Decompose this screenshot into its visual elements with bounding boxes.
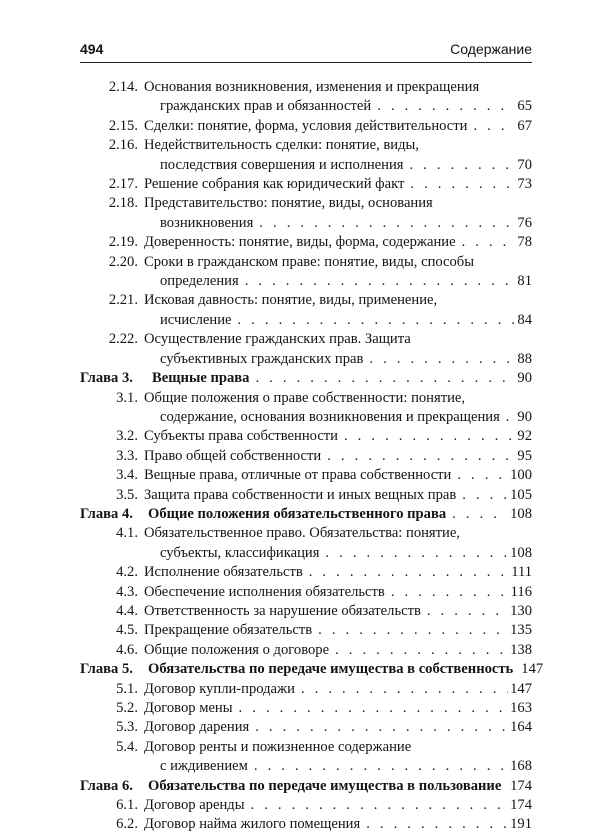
toc-chapter[interactable]	[80, 505, 532, 524]
toc-entry[interactable]	[80, 680, 532, 699]
toc-page-number: 88	[517, 350, 532, 367]
dot-leader	[462, 486, 508, 505]
toc-entry-title: Обязательственное право. Обязательства: понятие,	[144, 525, 460, 542]
dot-leader	[427, 602, 508, 621]
dot-leader	[251, 796, 509, 815]
toc-entry-number: 2.22.	[108, 331, 138, 348]
toc-entry-number: 3.2.	[116, 428, 138, 445]
toc-entry[interactable]	[80, 117, 532, 136]
toc-entry-number: 3.5.	[116, 486, 138, 503]
toc-entry[interactable]	[80, 486, 532, 505]
toc-entry-title: Договор ренты и пожизненное содержание	[144, 738, 412, 755]
toc-entry-title: Сроки в гражданском праве: понятие, виды, способы	[144, 253, 475, 270]
toc-entry-title: субъекты, классификация	[160, 544, 320, 561]
toc-entry-number: 2.19.	[108, 234, 138, 251]
toc-page-number: 100	[510, 467, 532, 484]
toc-entry-number: 2.14.	[108, 79, 138, 95]
toc-entry-title: возникновения	[160, 214, 254, 231]
toc-entry-title: Решение собрания как юридический факт	[144, 176, 405, 193]
dot-leader	[325, 544, 508, 563]
toc-entry[interactable]	[80, 738, 532, 777]
toc-entry-number: 2.16.	[108, 137, 138, 154]
toc-chapter[interactable]	[80, 777, 532, 796]
toc-entry[interactable]	[80, 253, 532, 292]
toc-entry-title: Договор купли-продажи	[144, 680, 295, 697]
dot-leader	[255, 718, 508, 737]
toc-page-number: 81	[517, 273, 532, 290]
toc-entry-number: 4.5.	[116, 622, 138, 639]
toc-entry-number: Глава 5.	[80, 661, 133, 678]
toc-entry-title: субъективных гражданских прав	[160, 350, 364, 367]
toc-entry-number: Глава 3.	[80, 370, 133, 387]
toc-entry-title: Сделки: понятие, форма, условия действительности	[144, 117, 468, 134]
toc-entry-number: 6.1.	[116, 797, 138, 814]
dot-leader	[335, 641, 508, 660]
toc-entry-title: с иждивением	[160, 758, 248, 775]
toc-entry-title: Исковая давность: понятие, виды, применение,	[144, 292, 438, 309]
toc-entry-number: 4.3.	[116, 583, 138, 600]
dot-leader	[255, 369, 515, 388]
toc-entry-title: Доверенность: понятие, виды, форма, содержание	[144, 234, 456, 251]
dot-leader	[327, 447, 515, 466]
toc-entry[interactable]	[80, 427, 532, 446]
dot-leader	[410, 175, 515, 194]
toc-entry-title: Договор дарения	[144, 719, 250, 736]
toc-entry-number: 5.2.	[116, 700, 138, 716]
page-number: 494	[80, 41, 104, 57]
toc-page-number: 174	[510, 797, 532, 814]
toc-entry[interactable]	[80, 466, 532, 485]
toc-page-number: 67	[517, 117, 532, 134]
toc-page-number: 105	[510, 486, 532, 503]
toc-entry[interactable]	[80, 330, 532, 369]
toc-entry-title: содержание, основания возникновения и прекращения	[160, 408, 500, 425]
toc-entry-number: Глава 6.	[80, 777, 133, 794]
toc-entry-title: Обязательства по передаче имущества в пользование	[148, 777, 502, 794]
toc-entry[interactable]	[80, 524, 532, 563]
toc-entry-title: гражданских прав и обязанностей	[160, 98, 372, 115]
toc-page-number: 70	[517, 156, 532, 173]
toc-entry-title: Вещные права	[152, 370, 250, 387]
toc-entry[interactable]	[80, 602, 532, 621]
toc-page-number: 90	[517, 370, 532, 387]
toc-entry-number: 3.4.	[116, 467, 138, 484]
dot-leader	[369, 350, 515, 369]
toc-page-number: 95	[517, 447, 532, 464]
toc-entry-number: 3.3.	[116, 447, 138, 464]
toc-entry-number: 4.6.	[116, 641, 138, 658]
toc-entry[interactable]	[80, 718, 532, 737]
toc-entry[interactable]	[80, 563, 532, 582]
toc-page-number: 76	[517, 214, 532, 231]
toc-page-number: 147	[521, 661, 544, 678]
toc-page-number: 147	[510, 680, 532, 697]
toc-page-number: 130	[510, 602, 532, 619]
page-header	[80, 38, 532, 63]
toc-page-number: 92	[517, 428, 532, 445]
toc-page-number: 65	[517, 98, 532, 115]
dot-leader	[462, 233, 516, 252]
toc-entry-number: 5.3.	[116, 719, 138, 736]
toc-chapter[interactable]	[80, 369, 532, 388]
toc-entry-title: Ответственность за нарушение обязательств	[144, 602, 421, 619]
toc-entry[interactable]	[80, 136, 532, 175]
dot-leader	[344, 427, 515, 446]
toc-entry-title: Представительство: понятие, виды, основания	[144, 195, 433, 212]
toc-entry-title: Основания возникновения, изменения и прекращения	[144, 79, 480, 95]
toc-entry[interactable]	[80, 291, 532, 330]
toc-entry-number: 2.20.	[108, 253, 138, 270]
toc-entry-title: Договор мены	[144, 700, 233, 716]
dot-leader	[452, 505, 508, 524]
dot-leader	[259, 214, 515, 233]
toc-entry-title: Осуществление гражданских прав. Защита	[144, 331, 411, 348]
toc-entry-title: Общие положения обязательственного права	[148, 505, 447, 522]
toc-entry-title: Договор найма жилого помещения	[144, 816, 361, 833]
toc-entry[interactable]	[80, 447, 532, 466]
toc-page-number: 138	[510, 641, 532, 658]
toc-entry-number: 4.4.	[116, 602, 138, 619]
toc-entry[interactable]	[80, 194, 532, 233]
dot-leader	[245, 272, 516, 291]
toc-entry-number: 2.17.	[108, 176, 138, 193]
toc-entry-title: Общие положения о праве собственности: понятие,	[144, 389, 466, 406]
dot-leader	[254, 757, 508, 776]
toc-entry-title: Обязательства по передаче имущества в собственность	[148, 661, 514, 678]
toc-page-number: 108	[510, 544, 532, 561]
toc-entry-number: 4.1.	[116, 525, 138, 542]
toc-chapter[interactable]	[80, 660, 544, 679]
dot-leader	[309, 563, 509, 582]
dot-leader	[377, 97, 515, 116]
toc-entry-title: Прекращение обязательств	[144, 622, 313, 639]
dot-leader	[507, 777, 508, 796]
toc-entry-number: 2.18.	[108, 195, 138, 212]
toc-entry[interactable]	[80, 796, 532, 815]
toc-page-number: 84	[517, 311, 532, 328]
dot-leader	[457, 466, 508, 485]
toc-page-number: 191	[510, 816, 532, 833]
toc-page-number: 164	[510, 719, 532, 736]
dot-leader	[409, 156, 515, 175]
toc-page-number: 78	[517, 234, 532, 251]
toc-entry-number: Глава 4.	[80, 505, 133, 522]
toc-entry-title: Недействительность сделки: понятие, виды,	[144, 137, 419, 154]
toc-page-number: 111	[511, 564, 532, 581]
toc-entry-title: Право общей собственности	[144, 447, 322, 464]
dot-leader	[506, 408, 516, 427]
dot-leader	[237, 311, 515, 330]
dot-leader	[301, 680, 508, 699]
toc-entry-title: Обеспечение исполнения обязательств	[144, 583, 385, 600]
toc-page-number: 135	[510, 622, 532, 639]
dot-leader	[473, 117, 515, 136]
toc-entry-number: 2.21.	[108, 292, 138, 309]
toc-page-number: 108	[510, 505, 532, 522]
toc-entry[interactable]	[80, 233, 532, 252]
toc-entry-number: 4.2.	[116, 564, 138, 581]
toc-entry-number: 3.1.	[116, 389, 138, 406]
toc-entry-title: последствия совершения и исполнения	[160, 156, 404, 173]
toc-entry-number: 5.4.	[116, 738, 138, 755]
dot-leader	[391, 583, 509, 602]
dot-leader	[318, 621, 508, 640]
toc-page-number: 73	[517, 176, 532, 193]
toc-page-number: 168	[510, 758, 532, 775]
toc-entry[interactable]	[80, 641, 532, 660]
toc-entry[interactable]	[80, 175, 532, 194]
toc-entry[interactable]	[80, 815, 532, 834]
toc-entry-title: Договор аренды	[144, 797, 245, 814]
toc-entry-title: исчисление	[160, 311, 232, 328]
running-title: Содержание	[450, 41, 532, 57]
toc-page-number: 163	[510, 700, 532, 716]
dot-leader	[366, 815, 508, 834]
toc-entry-number: 2.15.	[108, 117, 138, 134]
toc-page-number: 90	[517, 408, 532, 425]
toc-entry[interactable]	[80, 583, 532, 602]
dot-leader	[239, 699, 509, 718]
toc-entry[interactable]	[80, 699, 532, 718]
toc-page-number: 116	[510, 583, 532, 600]
toc-entry-number: 6.2.	[116, 816, 138, 833]
toc-page-number: 174	[510, 777, 532, 794]
toc-entry-title: Защита права собственности и иных вещных прав	[144, 486, 457, 503]
toc-entry-number: 5.1.	[116, 680, 138, 697]
toc-entry-title: Исполнение обязательств	[144, 564, 303, 581]
table-of-contents	[80, 78, 544, 835]
toc-entry[interactable]	[80, 78, 532, 117]
toc-entry-title: определения	[160, 273, 239, 290]
toc-entry-title: Вещные права, отличные от права собственности	[144, 467, 452, 484]
toc-entry[interactable]	[80, 389, 532, 428]
toc-entry-title: Субъекты права собственности	[144, 428, 338, 445]
toc-entry[interactable]	[80, 621, 532, 640]
toc-entry-title: Общие положения о договоре	[144, 641, 330, 658]
